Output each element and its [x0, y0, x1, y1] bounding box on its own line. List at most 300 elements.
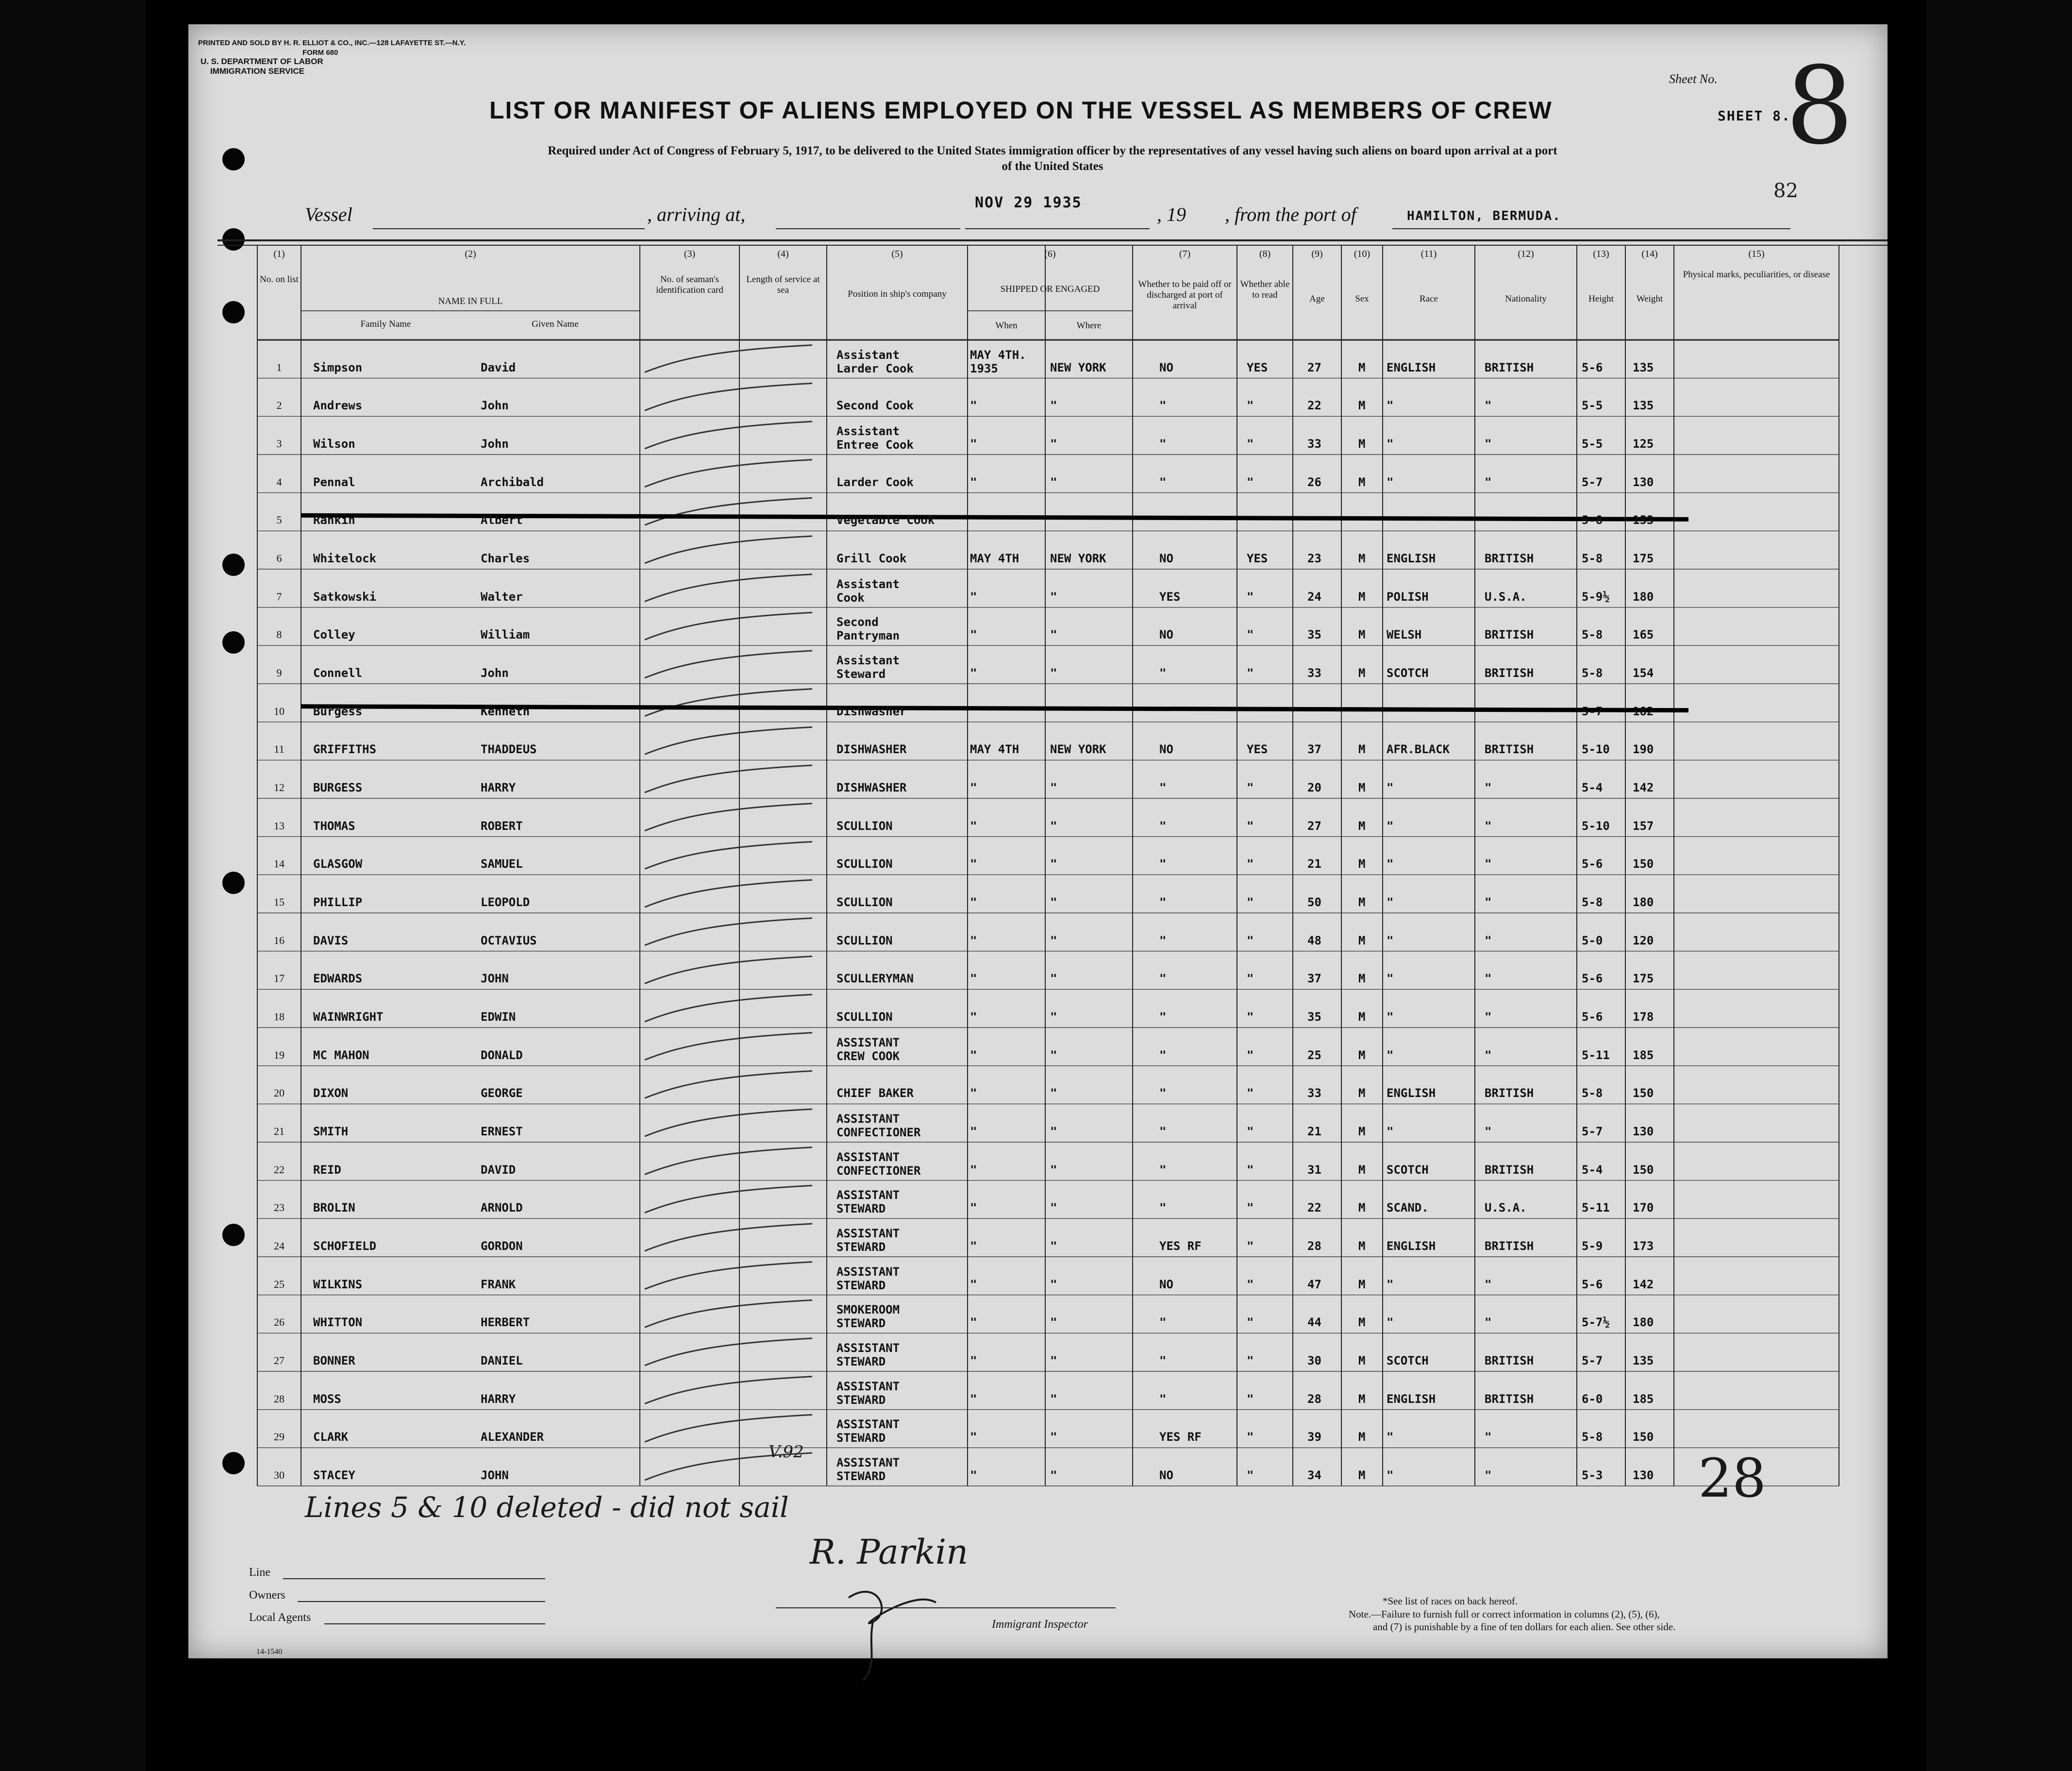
race: " — [1387, 972, 1394, 986]
family-name: Whitelock — [313, 552, 377, 565]
age: 31 — [1307, 1163, 1321, 1177]
nationality: " — [1485, 1277, 1492, 1291]
col-sex: Sex — [1355, 294, 1369, 304]
shipped-when: " — [970, 1277, 977, 1291]
row-number: 22 — [274, 1163, 284, 1176]
id-card-pen-stroke — [645, 880, 812, 907]
col-height: Height — [1588, 294, 1614, 304]
column-number: (10) — [1353, 249, 1370, 259]
column-number: (15) — [1748, 249, 1765, 259]
height: 5-9 — [1582, 1239, 1603, 1253]
given-name: David — [481, 360, 516, 374]
family-name: Satkowski — [313, 590, 377, 604]
owners-underline — [298, 1601, 545, 1602]
position: ASSISTANT STEWARD — [836, 1417, 900, 1445]
weight: 180 — [1633, 1316, 1654, 1330]
column-number: (2) — [465, 249, 476, 259]
position: ASSISTANT STEWARD — [836, 1456, 900, 1483]
given-name: ARNOLD — [481, 1201, 523, 1215]
inspector-signature-line — [776, 1607, 1116, 1608]
weight: 153 — [1633, 513, 1654, 527]
position: ASSISTANT STEWARD — [836, 1227, 900, 1254]
paid-off: " — [1159, 933, 1167, 947]
sex: M — [1358, 1010, 1366, 1024]
nationality: BRITISH — [1485, 1392, 1534, 1406]
shipped-where: " — [1050, 590, 1057, 604]
shipped-when: " — [970, 1430, 977, 1444]
height: 5-5 — [1582, 399, 1603, 413]
row-number: 5 — [276, 514, 282, 526]
shipped-when: MAY 4TH — [970, 552, 1019, 565]
vessel-label: Vessel — [305, 203, 352, 225]
id-card-pen-stroke — [645, 383, 812, 410]
family-name: BONNER — [313, 1354, 355, 1367]
sex: M — [1358, 1316, 1366, 1330]
nationality: BRITISH — [1485, 628, 1534, 642]
position: SCULLION — [836, 857, 893, 871]
age: 30 — [1307, 1354, 1321, 1367]
able-to-read: " — [1247, 819, 1254, 833]
sex: M — [1358, 1125, 1366, 1138]
id-card-pen-stroke — [645, 1262, 812, 1289]
shipped-where: " — [1050, 1354, 1057, 1367]
nationality: " — [1485, 1430, 1492, 1444]
able-to-read: " — [1247, 590, 1254, 604]
weight: 182 — [1633, 704, 1654, 718]
margin-note: V.92 — [769, 1442, 804, 1462]
id-card-pen-stroke — [645, 460, 812, 487]
height: 5-6 — [1582, 1277, 1603, 1291]
nationality: U.S.A. — [1485, 1201, 1527, 1215]
nationality: BRITISH — [1485, 552, 1534, 565]
nationality: BRITISH — [1485, 742, 1534, 757]
race: " — [1387, 819, 1394, 833]
family-name: MC MAHON — [313, 1048, 369, 1062]
from-port-label: , from the port of — [1225, 203, 1356, 225]
column-number: (6) — [1044, 249, 1056, 259]
paid-off: " — [1159, 437, 1167, 451]
height: 5-6 — [1582, 857, 1603, 871]
sex: M — [1358, 1392, 1366, 1406]
id-card-pen-stroke — [645, 1147, 812, 1175]
sex: M — [1358, 895, 1366, 909]
id-card-pen-stroke — [645, 1377, 812, 1404]
column-number: (1) — [273, 249, 285, 259]
row-number: 15 — [274, 896, 284, 908]
nationality: " — [1485, 781, 1492, 794]
able-to-read: " — [1247, 972, 1254, 986]
race: ENGLISH — [1387, 552, 1436, 565]
family-name: Simpson — [313, 360, 363, 374]
shipped-when: " — [970, 857, 977, 871]
column-number: (3) — [684, 249, 696, 259]
nationality: " — [1485, 437, 1492, 451]
weight: 142 — [1633, 1277, 1654, 1291]
age: 33 — [1307, 437, 1321, 451]
given-name: THADDEUS — [481, 742, 537, 757]
position: SCULLION — [836, 933, 893, 947]
col-when: When — [995, 320, 1018, 331]
given-name: OCTAVIUS — [481, 933, 537, 947]
id-card-pen-stroke — [645, 995, 812, 1022]
id-card-pen-stroke — [645, 1224, 812, 1251]
shipped-where: NEW YORK — [1050, 360, 1106, 374]
nationality: " — [1485, 1048, 1492, 1062]
race: ENGLISH — [1387, 1086, 1436, 1100]
id-card-pen-stroke — [645, 1415, 812, 1442]
family-name: Connell — [313, 666, 363, 680]
id-card-pen-stroke — [645, 1300, 812, 1327]
shipped-where: " — [1050, 437, 1057, 451]
row-number: 18 — [274, 1011, 284, 1023]
able-to-read: " — [1247, 399, 1254, 413]
col-where: Where — [1076, 320, 1102, 331]
family-name: STACEY — [313, 1468, 355, 1482]
position: Assistant Cook — [836, 577, 900, 605]
sex: M — [1358, 666, 1366, 680]
able-to-read: " — [1247, 666, 1254, 680]
age: 37 — [1307, 972, 1321, 986]
col-position: Position in ship's company — [848, 289, 947, 299]
col-no-on-list: No. on list — [260, 274, 299, 285]
paid-off: NO — [1159, 1277, 1173, 1291]
column-number: (4) — [777, 249, 789, 259]
able-to-read: " — [1247, 628, 1254, 642]
id-card-pen-stroke — [645, 612, 812, 640]
shipped-where: " — [1050, 1392, 1057, 1406]
sex: M — [1358, 1239, 1366, 1253]
age: 34 — [1307, 1468, 1321, 1482]
age: 27 — [1307, 360, 1321, 374]
col-physical: Physical marks, peculiarities, or disease — [1683, 270, 1830, 280]
shipped-when: " — [970, 475, 977, 489]
weight: 130 — [1633, 1125, 1654, 1138]
age: 25 — [1307, 1048, 1321, 1062]
weight: 173 — [1633, 1239, 1654, 1253]
sex: M — [1358, 781, 1366, 794]
deleted-lines-note: Lines 5 & 10 deleted - did not sail — [305, 1491, 789, 1524]
weight: 165 — [1633, 628, 1654, 642]
sex: M — [1358, 742, 1366, 757]
row-number: 8 — [276, 628, 282, 641]
given-name: HARRY — [481, 1392, 516, 1406]
height: 5-8 — [1582, 628, 1603, 642]
position: ASSISTANT CONFECTIONER — [836, 1112, 921, 1139]
paid-off: " — [1159, 1125, 1167, 1138]
family-name: Andrews — [313, 399, 363, 413]
department-name: U. S. DEPARTMENT OF LABOR — [201, 57, 323, 66]
race: " — [1387, 1125, 1394, 1138]
shipped-when: " — [970, 1354, 977, 1367]
position: ASSISTANT STEWARD — [836, 1379, 900, 1407]
height: 5-6 — [1582, 1010, 1603, 1024]
able-to-read: " — [1247, 1239, 1254, 1253]
row-number: 12 — [274, 781, 284, 793]
race: WELSH — [1387, 628, 1422, 642]
able-to-read: " — [1247, 1468, 1254, 1482]
position: ASSISTANT STEWARD — [836, 1265, 900, 1292]
shipped-where: " — [1050, 628, 1057, 642]
from-port-value: HAMILTON, BERMUDA. — [1407, 209, 1561, 223]
able-to-read: " — [1247, 1392, 1254, 1406]
id-card-pen-stroke — [645, 727, 812, 754]
subtitle-line-2: of the United States — [1002, 160, 1103, 173]
row-number: 23 — [274, 1201, 284, 1214]
sex: M — [1358, 972, 1366, 986]
nationality: " — [1485, 819, 1492, 833]
sex: M — [1358, 437, 1366, 451]
paid-off: " — [1159, 781, 1167, 794]
height: 5-10 — [1582, 819, 1610, 833]
height: 5-8 — [1582, 1430, 1603, 1444]
nationality: BRITISH — [1485, 1354, 1534, 1367]
row-number: 28 — [274, 1392, 284, 1405]
height: 5-8 — [1582, 666, 1603, 680]
col-able-read: Whether able to read — [1240, 279, 1290, 300]
paid-off: " — [1159, 1010, 1167, 1024]
sex: M — [1358, 1277, 1366, 1291]
family-name: BURGESS — [313, 781, 363, 794]
family-name: Colley — [313, 628, 355, 642]
age: 24 — [1307, 590, 1321, 604]
id-card-pen-stroke — [645, 1071, 812, 1098]
weight: 135 — [1633, 399, 1654, 413]
nationality: BRITISH — [1485, 666, 1534, 680]
family-name: MOSS — [313, 1392, 341, 1406]
column-number: (14) — [1641, 249, 1658, 259]
row-number: 11 — [274, 743, 284, 756]
paid-off: " — [1159, 1048, 1167, 1062]
able-to-read: " — [1247, 1430, 1254, 1444]
age: 23 — [1307, 552, 1321, 565]
age: 26 — [1307, 475, 1321, 489]
row-number: 1 — [276, 361, 282, 373]
shipped-when: " — [970, 781, 977, 794]
given-name: Charles — [481, 552, 530, 565]
given-name: ALEXANDER — [481, 1430, 544, 1444]
races-note: *See list of races on back hereof. — [1383, 1595, 1518, 1607]
fine-note-line-2: and (7) is punishable by a fine of ten dollars for each alien. See other side. — [1373, 1621, 1676, 1633]
row-number: 30 — [274, 1469, 284, 1481]
age: 48 — [1307, 933, 1321, 947]
nationality: U.S.A. — [1485, 590, 1527, 604]
arriving-label: , arriving at, — [647, 203, 746, 225]
weight: 150 — [1633, 857, 1654, 871]
manifest-sheet — [188, 24, 1888, 1658]
column-number: (12) — [1518, 249, 1534, 259]
id-card-pen-stroke — [645, 1185, 812, 1213]
shipped-where: " — [1050, 475, 1057, 489]
nationality: BRITISH — [1485, 1086, 1534, 1100]
weight: 150 — [1633, 1086, 1654, 1100]
age: 44 — [1307, 1316, 1321, 1330]
height: 5-8 — [1582, 552, 1603, 565]
height: 5-8 — [1582, 1086, 1603, 1100]
race: ENGLISH — [1387, 1392, 1436, 1406]
position: Assistant Larder Cook — [836, 348, 914, 375]
age: 28 — [1307, 1239, 1321, 1253]
col-weight: Weight — [1636, 294, 1663, 304]
id-card-pen-stroke — [645, 804, 812, 831]
position: Assistant Entree Cook — [836, 424, 914, 452]
nationality: " — [1485, 399, 1492, 413]
weight: 180 — [1633, 895, 1654, 909]
nationality: BRITISH — [1485, 1239, 1534, 1253]
race: " — [1387, 437, 1394, 451]
position: SCULLION — [836, 1010, 893, 1024]
signature: R. Parkin — [810, 1532, 969, 1572]
given-name: Walter — [481, 590, 523, 604]
race: " — [1387, 895, 1394, 909]
weight: 185 — [1633, 1048, 1654, 1062]
sex: M — [1358, 1048, 1366, 1062]
given-name: GEORGE — [481, 1086, 523, 1100]
age: 33 — [1307, 666, 1321, 680]
shipped-where: NEW YORK — [1050, 742, 1106, 757]
paid-off: " — [1159, 819, 1167, 833]
able-to-read: " — [1247, 1316, 1254, 1330]
id-card-pen-stroke — [645, 651, 812, 678]
col-paid-off: Whether to be paid off or discharged at port of arrival — [1138, 279, 1232, 311]
age: 21 — [1307, 857, 1321, 871]
given-name: Albert — [481, 513, 523, 527]
nationality: " — [1485, 972, 1492, 986]
id-card-pen-stroke — [645, 956, 812, 983]
sex: M — [1358, 590, 1366, 604]
line-underline — [283, 1578, 545, 1579]
row-number: 14 — [274, 858, 284, 870]
able-to-read: " — [1247, 895, 1254, 909]
agents-underline — [324, 1623, 545, 1624]
shipped-when: " — [970, 437, 977, 451]
shipped-where: " — [1050, 933, 1057, 947]
position: CHIEF BAKER — [836, 1086, 914, 1100]
id-card-pen-stroke — [645, 765, 812, 793]
column-number: (13) — [1593, 249, 1609, 259]
position: Dishwasher — [836, 704, 907, 718]
able-to-read: YES — [1247, 742, 1268, 757]
able-to-read: " — [1247, 1354, 1254, 1367]
age: 47 — [1307, 1277, 1321, 1291]
able-to-read: " — [1247, 933, 1254, 947]
given-name: HERBERT — [481, 1316, 530, 1330]
shipped-where: " — [1050, 666, 1057, 680]
weight: 150 — [1633, 1430, 1654, 1444]
service-name: IMMIGRATION SERVICE — [210, 67, 304, 76]
nationality: " — [1485, 895, 1492, 909]
column-number: (5) — [891, 249, 903, 259]
family-name: BROLIN — [313, 1201, 355, 1215]
shipped-when: " — [970, 1010, 977, 1024]
age: 28 — [1307, 1392, 1321, 1406]
id-card-pen-stroke — [645, 842, 812, 869]
height: 5-0 — [1582, 933, 1603, 947]
weight: 150 — [1633, 1163, 1654, 1177]
family-name: GLASGOW — [313, 857, 363, 871]
paid-off: " — [1159, 399, 1167, 413]
weight: 130 — [1633, 1468, 1654, 1482]
shipped-where: NEW YORK — [1050, 552, 1106, 565]
able-to-read: " — [1247, 1201, 1254, 1215]
height: 6-0 — [1582, 1392, 1603, 1406]
sex: M — [1358, 819, 1366, 833]
position: ASSISTANT CREW COOK — [836, 1035, 900, 1063]
age: 20 — [1307, 781, 1321, 794]
race: " — [1387, 1010, 1394, 1024]
weight: 178 — [1633, 1010, 1654, 1024]
given-name: ERNEST — [481, 1125, 523, 1138]
shipped-where: " — [1050, 1316, 1057, 1330]
paid-off: " — [1159, 1201, 1167, 1215]
race: SCOTCH — [1387, 1163, 1429, 1177]
shipped-where: " — [1050, 895, 1057, 909]
height: 5-5 — [1582, 437, 1603, 451]
able-to-read: " — [1247, 1277, 1254, 1291]
height: 5-8 — [1582, 513, 1603, 527]
shipped-where: " — [1050, 1277, 1057, 1291]
family-name: EDWARDS — [313, 972, 363, 986]
paid-off: NO — [1159, 628, 1173, 642]
family-name: Burgess — [313, 704, 363, 718]
paid-off: YES RF — [1159, 1430, 1202, 1444]
fine-note-line-1: Note.—Failure to furnish full or correct information in columns (2), (5), (6), — [1349, 1608, 1660, 1620]
shipped-where: " — [1050, 857, 1057, 871]
weight: 125 — [1633, 437, 1654, 451]
film-border-left — [0, 0, 146, 1771]
row-number: 24 — [274, 1240, 284, 1252]
family-name: WAINWRIGHT — [313, 1010, 384, 1024]
race: ENGLISH — [1387, 360, 1436, 374]
weight: 154 — [1633, 666, 1654, 680]
col-shipped: SHIPPED OR ENGAGED — [1000, 284, 1100, 294]
weight: 175 — [1633, 552, 1654, 565]
sex: M — [1358, 360, 1366, 374]
shipped-where: " — [1050, 1163, 1057, 1177]
shipped-when: MAY 4TH — [970, 742, 1019, 757]
family-name: Wilson — [313, 437, 355, 451]
given-name: Archibald — [481, 475, 544, 489]
age: 33 — [1307, 1086, 1321, 1100]
able-to-read: " — [1247, 1010, 1254, 1024]
row-number: 19 — [274, 1048, 284, 1061]
height: 5-7 — [1582, 475, 1603, 489]
sheet-stamp: SHEET 8. — [1718, 108, 1791, 124]
position: Assistant Steward — [836, 654, 900, 681]
sex: M — [1358, 552, 1366, 565]
shipped-where: " — [1050, 1430, 1057, 1444]
given-name: EDWIN — [481, 1010, 516, 1024]
owners-label: Owners — [249, 1589, 285, 1602]
age: 50 — [1307, 895, 1321, 909]
family-name: REID — [313, 1163, 341, 1177]
shipped-where: " — [1050, 1010, 1057, 1024]
id-card-pen-stroke — [645, 1338, 812, 1366]
able-to-read: " — [1247, 781, 1254, 794]
page-number: 82 — [1773, 180, 1798, 202]
race: " — [1387, 475, 1394, 489]
id-card-pen-stroke — [645, 1109, 812, 1136]
shipped-where: " — [1050, 1048, 1057, 1062]
sex: M — [1358, 1354, 1366, 1367]
height: 5-7 — [1582, 704, 1603, 718]
nationality: " — [1485, 1468, 1492, 1482]
row-number: 3 — [276, 438, 282, 450]
shipped-when: " — [970, 933, 977, 947]
id-card-pen-stroke — [645, 918, 812, 945]
shipped-when: " — [970, 819, 977, 833]
nationality: " — [1485, 475, 1492, 489]
family-name: Pennal — [313, 475, 355, 489]
